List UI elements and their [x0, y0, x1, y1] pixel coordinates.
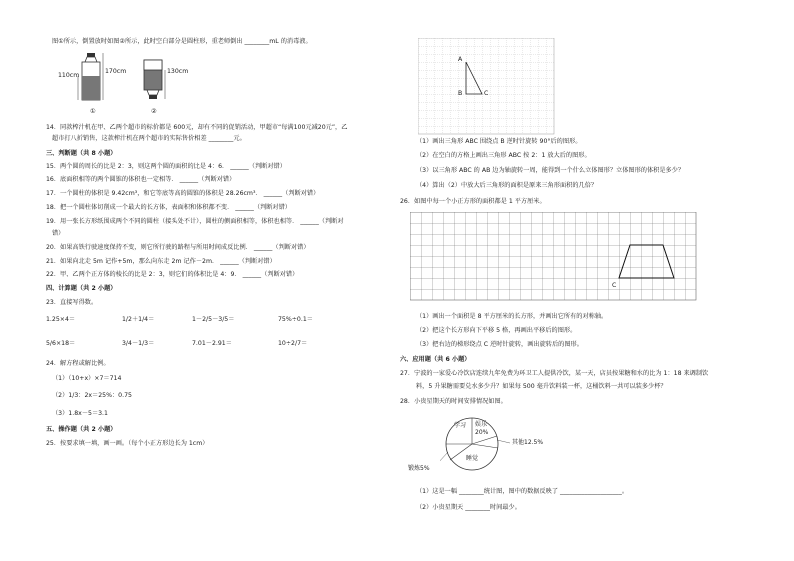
vertex-a-label: A: [458, 56, 463, 63]
pie-label-study: 学习: [454, 422, 467, 429]
q24: 24．解方程或解比例。: [46, 360, 110, 367]
q24-c: （3）1.8x－5＝3.1: [52, 410, 108, 417]
q17: 17．一个圆柱的体积是 9.42cm³，和它等底等高的圆锥的体积是 28.26cm³． ______（判断对错）: [46, 190, 320, 197]
q14-line1: 14．同款榨汁机在甲、乙两个超市的标价都是 600元，却有不同的促销活动，甲超市“每满100元减20元”，乙: [46, 124, 348, 131]
q24-a: （1）（10+x）×7＝714: [52, 375, 122, 382]
q13-text: 图①所示，倒置放时如图②所示，此时空白部分是圆柱形，重老师倒出 ________mL 的消毒液。: [52, 38, 312, 45]
calc-item: 1/2＋1/4＝: [122, 316, 155, 323]
trapezoid-grid-figure: [410, 212, 700, 309]
pie-label-other: 其他12.5%: [512, 439, 544, 446]
q28-2: （2）小贵星期天 ________时间最少。: [416, 504, 521, 511]
q25: 25．按要求填一填，画一画。（每个小正方形边长为 1cm）: [46, 440, 209, 447]
q16: 16．底面积相等的两个圆锥的体积也一定相等． ______（判断对错）: [46, 176, 236, 183]
q24-b: （2）1/3：2x＝25%：0.75: [52, 392, 132, 399]
section-6-heading: 六、应用题（共 6 小题）: [400, 356, 471, 363]
bottle-1-height-right: 170cm: [105, 68, 127, 75]
q26-2: （2）把这个长方形向下平移 5 格，再画出平移后的图形。: [416, 327, 577, 334]
q27-line2: 料，5 升果糖需要兑水多少升？如果每 500 毫升饮料装一杯，这桶饮料一共可以装多少杯？: [416, 383, 667, 390]
q21: 21．如果向北走 5m 记作+5m，那么向东走 2m 记作－2m． ______（判断对错）: [46, 258, 276, 265]
q15: 15．两个圆的周长的比是 2：3，则这两个圆的面积的比是 4：6． ______（判断对错）: [46, 163, 286, 170]
q25-1: （1）画出三角形 ABC 围绕点 B 逆时针旋转 90°后的图形。: [416, 138, 582, 145]
bottle-2: [144, 60, 165, 99]
calc-item: 5/6×18＝: [46, 340, 76, 347]
triangle-grid-figure: [418, 38, 556, 136]
vertex-c-label: C: [484, 90, 489, 97]
bottle-figure: [52, 52, 212, 118]
calc-item: 75%÷0.1＝: [278, 316, 313, 323]
calc-item: 3/4－1/3＝: [122, 340, 155, 347]
bottle-2-height: 130cm: [167, 68, 189, 75]
q19-line1: 19．用一张长方形纸围成两个不同的圆柱（接头处不计），圆柱的侧面积相等，体积也相等． ______（判断对: [46, 218, 344, 225]
section-4-heading: 四、计算题（共 2 小题）: [46, 285, 117, 292]
q28-1: （1）这是一幅 ________统计图，图中的数据反映了 ____________________。: [416, 488, 629, 495]
pie-label-entertainment: 娱乐: [475, 421, 488, 428]
bottle-1-height-left: 110cm: [58, 72, 80, 79]
q19-line2: 错）: [52, 230, 65, 237]
pie-label-exercise: 锻炼5%: [408, 465, 430, 472]
bottle-1-label: ①: [90, 108, 96, 115]
q25-2: （2）在空白的方格上画出三角形 ABC 按 2：1 放大后的图形。: [416, 152, 591, 159]
calc-item: 1－2/5－3/5＝: [192, 316, 235, 323]
bottle-2-label: ②: [151, 108, 157, 115]
q14-line2: 超市打八折销售，这款榨汁机在两个超市的实际售价相差 ________元。: [52, 135, 246, 142]
point-c-label: C: [612, 282, 617, 289]
bottle-1-liquid: [82, 76, 100, 100]
calc-item: 7.01－2.91＝: [192, 340, 232, 347]
section-3-heading: 三、判断题（共 8 小题）: [46, 150, 117, 157]
q28: 28．小贵星期天的时间安排情况如图。: [400, 398, 507, 405]
q22: 22．甲、乙两个正方体的棱长的比是 2：3，则它们的体积比是 4：9． ______（判断对错）: [46, 271, 299, 278]
pie-label-sleep: 睡觉: [466, 455, 479, 462]
q27-line1: 27．宁波的一家爱心冷饮店连续九年免费为环卫工人提供冷饮，某一天，店员按果糖和水的比为 1：18 来调制饮: [400, 370, 709, 377]
q18: 18．把一个圆柱体切削成一个最大的长方体，表面积和体积都不变． ______（判断对错）: [46, 204, 291, 211]
calc-item: 1.25×4＝: [46, 316, 76, 323]
q20: 20．如果高铁行驶速度保持不变，则它所行驶的路程与所用时间成反比例． ______（判断对错）: [46, 244, 310, 251]
bottle-1: [78, 53, 103, 100]
q26: 26．如图中每一个小正方形的面积都是 1 平方厘米。: [400, 198, 546, 205]
q26-3: （3）把右边的梯形绕点 C 逆时针旋转，画出旋转后的图形。: [416, 341, 583, 348]
pie-label-entertainment-pct: 20%: [475, 429, 489, 436]
calc-item: 10÷2/7＝: [278, 340, 308, 347]
q26-1: （1）画出一个面积是 8 平方厘米的长方形，并画出它所有的对称轴。: [416, 313, 608, 320]
q23: 23．直接写得数。: [46, 299, 98, 306]
section-5-heading: 五、操作题（共 2 小题）: [46, 426, 117, 433]
q25-3: （3）以三角形 ABC 的 AB 边为轴旋转一周，能得到一个什么立体图形？立体图形的体积是多少？: [416, 167, 685, 174]
q25-4: （4）算出（2）中放大后三角形的面积是原来三角形面积的几倍？: [416, 182, 598, 189]
vertex-b-label: B: [458, 90, 463, 97]
